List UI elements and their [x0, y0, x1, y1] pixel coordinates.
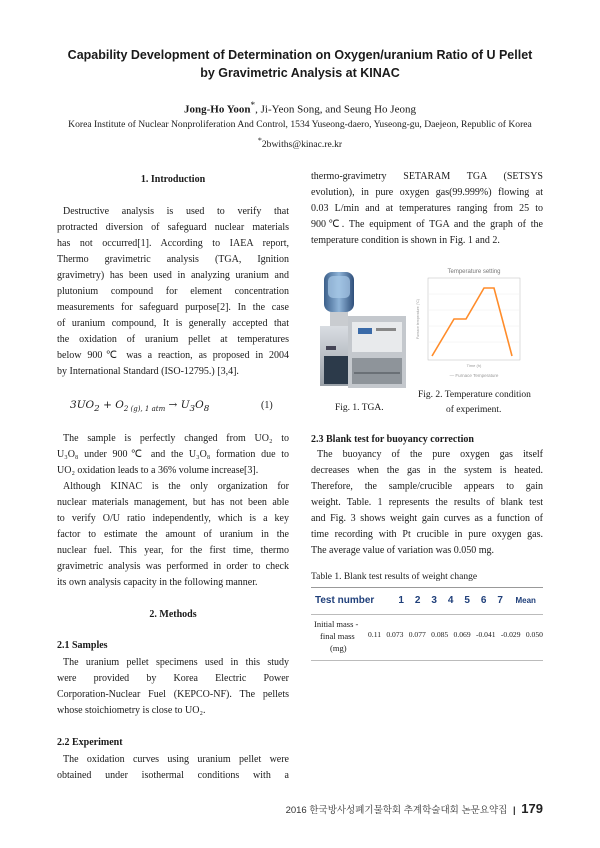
- row-label-line: Initial mass -: [314, 619, 359, 629]
- text-line: evolution), in pure oxygen gas(99.999%) flowing at: [311, 187, 543, 198]
- text-line: Therefore, the sample/crucible appears to gain: [311, 481, 543, 492]
- fig2-title: Temperature setting: [447, 269, 501, 275]
- text-line: its own analysis capacity in the following manner.: [57, 577, 258, 588]
- table-cell: 0.077: [408, 630, 426, 639]
- fig2-legend: — Furnace Temperature: [449, 373, 499, 378]
- text-line: obtained under isothermal conditions with a: [57, 770, 289, 781]
- footer-proceedings: 2016 한국방사성폐기물학회 추계학술대회 논문요약집: [285, 805, 508, 816]
- text-line: measurements for safeguard purpose[2]. In the case: [57, 302, 289, 313]
- text-line: of uranium compound, It is generally accepted that: [57, 318, 289, 329]
- text-line: and Fig. 3 shows weight gain curves as a function of: [311, 513, 543, 524]
- paper-title: [30, 46, 570, 82]
- text-line: 900℃. The equipment of TGA and the graph of the: [311, 219, 543, 230]
- text-line: has not occurred[1]. According to IAEA report,: [57, 238, 289, 249]
- table-header-cell: 7: [497, 594, 503, 606]
- author-list: [30, 100, 570, 116]
- text-line: The average value of variation was 0.050 mg.: [311, 545, 494, 556]
- text-line: UO₂ oxidation leads to a 36% volume increase[3].: [57, 465, 259, 476]
- table-cell: 0.069: [453, 630, 471, 639]
- samples-heading: 2.1 Samples: [57, 640, 108, 651]
- text-line: gravimetry) has been used in analyzing uranium and: [57, 270, 289, 281]
- row-label-line: final mass: [320, 631, 355, 641]
- text-line: nuclear materials management, but has not been able: [57, 497, 289, 508]
- text-line: temperature condition is shown in Fig. 1 and 2.: [311, 235, 500, 246]
- co-authors: , Ji-Yeon Song, and Seung Ho Jeong: [255, 103, 416, 116]
- table-cell: 0.050: [525, 630, 543, 639]
- text-line: the oxidation of uranium pellet at temperatures: [57, 334, 289, 345]
- text-line: The uranium pellet specimens used in this study: [63, 657, 289, 668]
- blank-test-heading: 2.3 Blank test for buoyancy correction: [311, 434, 474, 445]
- email-line: [30, 136, 570, 150]
- text-line: U₃O₈ under 900℃ and the U₃O₈ formation due to: [57, 449, 289, 460]
- text-line: factor to estimate the amount of uranium in the: [57, 529, 289, 540]
- table-cell: -0.041: [475, 630, 496, 639]
- intro-paragraph-2: [57, 431, 289, 479]
- table-header-cell: 3: [431, 594, 437, 606]
- row-label-line: (mg): [330, 643, 347, 653]
- table-header-cell: 6: [480, 594, 487, 606]
- corresponding-mark: *: [250, 100, 256, 110]
- text-line: Destructive analysis is used to verify that: [63, 206, 289, 217]
- equation-1: $3UO_2 + O_{2 (g), 1 atm} \to U_3O_8$: [70, 399, 210, 415]
- text-line: by International Standard (ISO-12795.) [3,4].: [57, 366, 239, 377]
- fig2-caption-line-2: of experiment.: [446, 405, 502, 415]
- title-line-2: by Gravimetric Analysis at KINAC: [200, 66, 400, 80]
- table-header-row: [311, 589, 543, 611]
- affiliation: Korea Institute of Nuclear Nonproliferation And Control, 1534 Yuseong-daero, Yuseong-gu, Daejeon, Republic of Korea: [68, 119, 532, 130]
- table-caption: Table 1. Blank test results of weight change: [311, 572, 478, 582]
- experiment-paragraph: [57, 752, 289, 784]
- table-header-cell: 4: [447, 594, 454, 606]
- table-top-rule: [311, 587, 543, 588]
- fig2-x-label: Time (h): [466, 363, 482, 368]
- text-line: to verify O/U ratio independently, which is a key: [57, 513, 289, 524]
- table-header-cell: 2: [414, 594, 421, 606]
- page-number: 179: [521, 801, 543, 816]
- table-cell: 0.11: [368, 630, 382, 639]
- table-bottom-rule: [311, 660, 543, 661]
- intro-heading: 1. Introduction: [140, 174, 206, 185]
- table-cell: -0.029: [500, 630, 521, 639]
- author-email: 2bwiths@kinac.re.kr: [261, 139, 343, 151]
- table-header-cell: 5: [464, 594, 470, 606]
- lead-author: Jong-Ho Yoon: [184, 103, 251, 116]
- footer-separator: |: [512, 805, 516, 816]
- table-header-cell: Mean: [515, 595, 536, 605]
- text-line: The sample is perfectly changed from UO₂ to: [63, 433, 289, 444]
- tga-instrument-image: [318, 268, 410, 396]
- experiment-heading: 2.2 Experiment: [57, 737, 123, 748]
- text-line: thermo-gravimetry SETARAM TGA (SETSYS: [311, 171, 543, 182]
- blank-test-table: [311, 589, 543, 611]
- table-header-rule: [311, 614, 543, 615]
- intro-paragraph-3: [57, 479, 289, 591]
- table-row-label: [314, 618, 358, 654]
- methods-heading: 2. Methods: [149, 609, 197, 620]
- text-line: weight. Table. 1 represents the results of blank test: [311, 497, 543, 508]
- text-line: plutonium compound for element concentration: [57, 286, 289, 297]
- text-line: gravimetric analysis was performed in order to check: [57, 561, 289, 572]
- fig2-caption-line-1: Fig. 2. Temperature condition: [418, 390, 531, 400]
- blank-test-paragraph: [311, 447, 543, 559]
- samples-paragraph: [57, 655, 289, 719]
- text-line: Thermo gravimetric analysis (TGA, Ignition: [57, 254, 289, 265]
- text-line: time recording with Pt crucible in pure oxygen gas.: [311, 529, 543, 540]
- email-mark: *: [257, 136, 262, 145]
- title-line-1: Capability Development of Determination on Oxygen/uranium Ratio of U Pellet: [67, 48, 533, 62]
- text-line: 0.03 L/min and at temperatures ranging from 25 to: [311, 203, 543, 214]
- text-line: nuclear fuel. This year, for the first time, thermo: [57, 545, 289, 556]
- table-header-cell: 1: [398, 594, 404, 606]
- text-line: were provided by Korea Electric Power: [57, 673, 289, 684]
- experiment-continued: [311, 169, 543, 249]
- text-line: below 900℃ was a reaction, as proposed in 2004: [57, 350, 289, 361]
- text-line: protracted diversion of safeguard nuclear materials: [57, 222, 289, 233]
- table-row-values: [368, 630, 543, 639]
- temperature-chart: [414, 264, 526, 386]
- fig2-caption: [418, 388, 531, 418]
- fig2-y-label: Furnace temperature (°C): [416, 299, 420, 339]
- fig1-caption: Fig. 1. TGA.: [335, 403, 384, 413]
- text-line: The buoyancy of the pure oxygen gas itself: [317, 449, 543, 460]
- text-line: decreases when the gas in the system is heated.: [311, 465, 543, 476]
- text-line: whose stoichiometry is close to UO₂.: [57, 705, 206, 716]
- page-footer: [286, 801, 543, 816]
- equation-number: (1): [261, 400, 273, 411]
- text-line: Corporation-Nuclear Fuel (KEPCO-NF). The pellets: [57, 689, 289, 700]
- table-cell: 0.073: [386, 630, 404, 639]
- text-line: Although KINAC is the only organization for: [63, 481, 289, 492]
- text-line: The oxidation curves using uranium pellet were: [63, 754, 289, 765]
- table-cell: 0.085: [431, 630, 449, 639]
- table-header-cell: Test number: [315, 594, 375, 606]
- intro-paragraph-1: [57, 204, 289, 380]
